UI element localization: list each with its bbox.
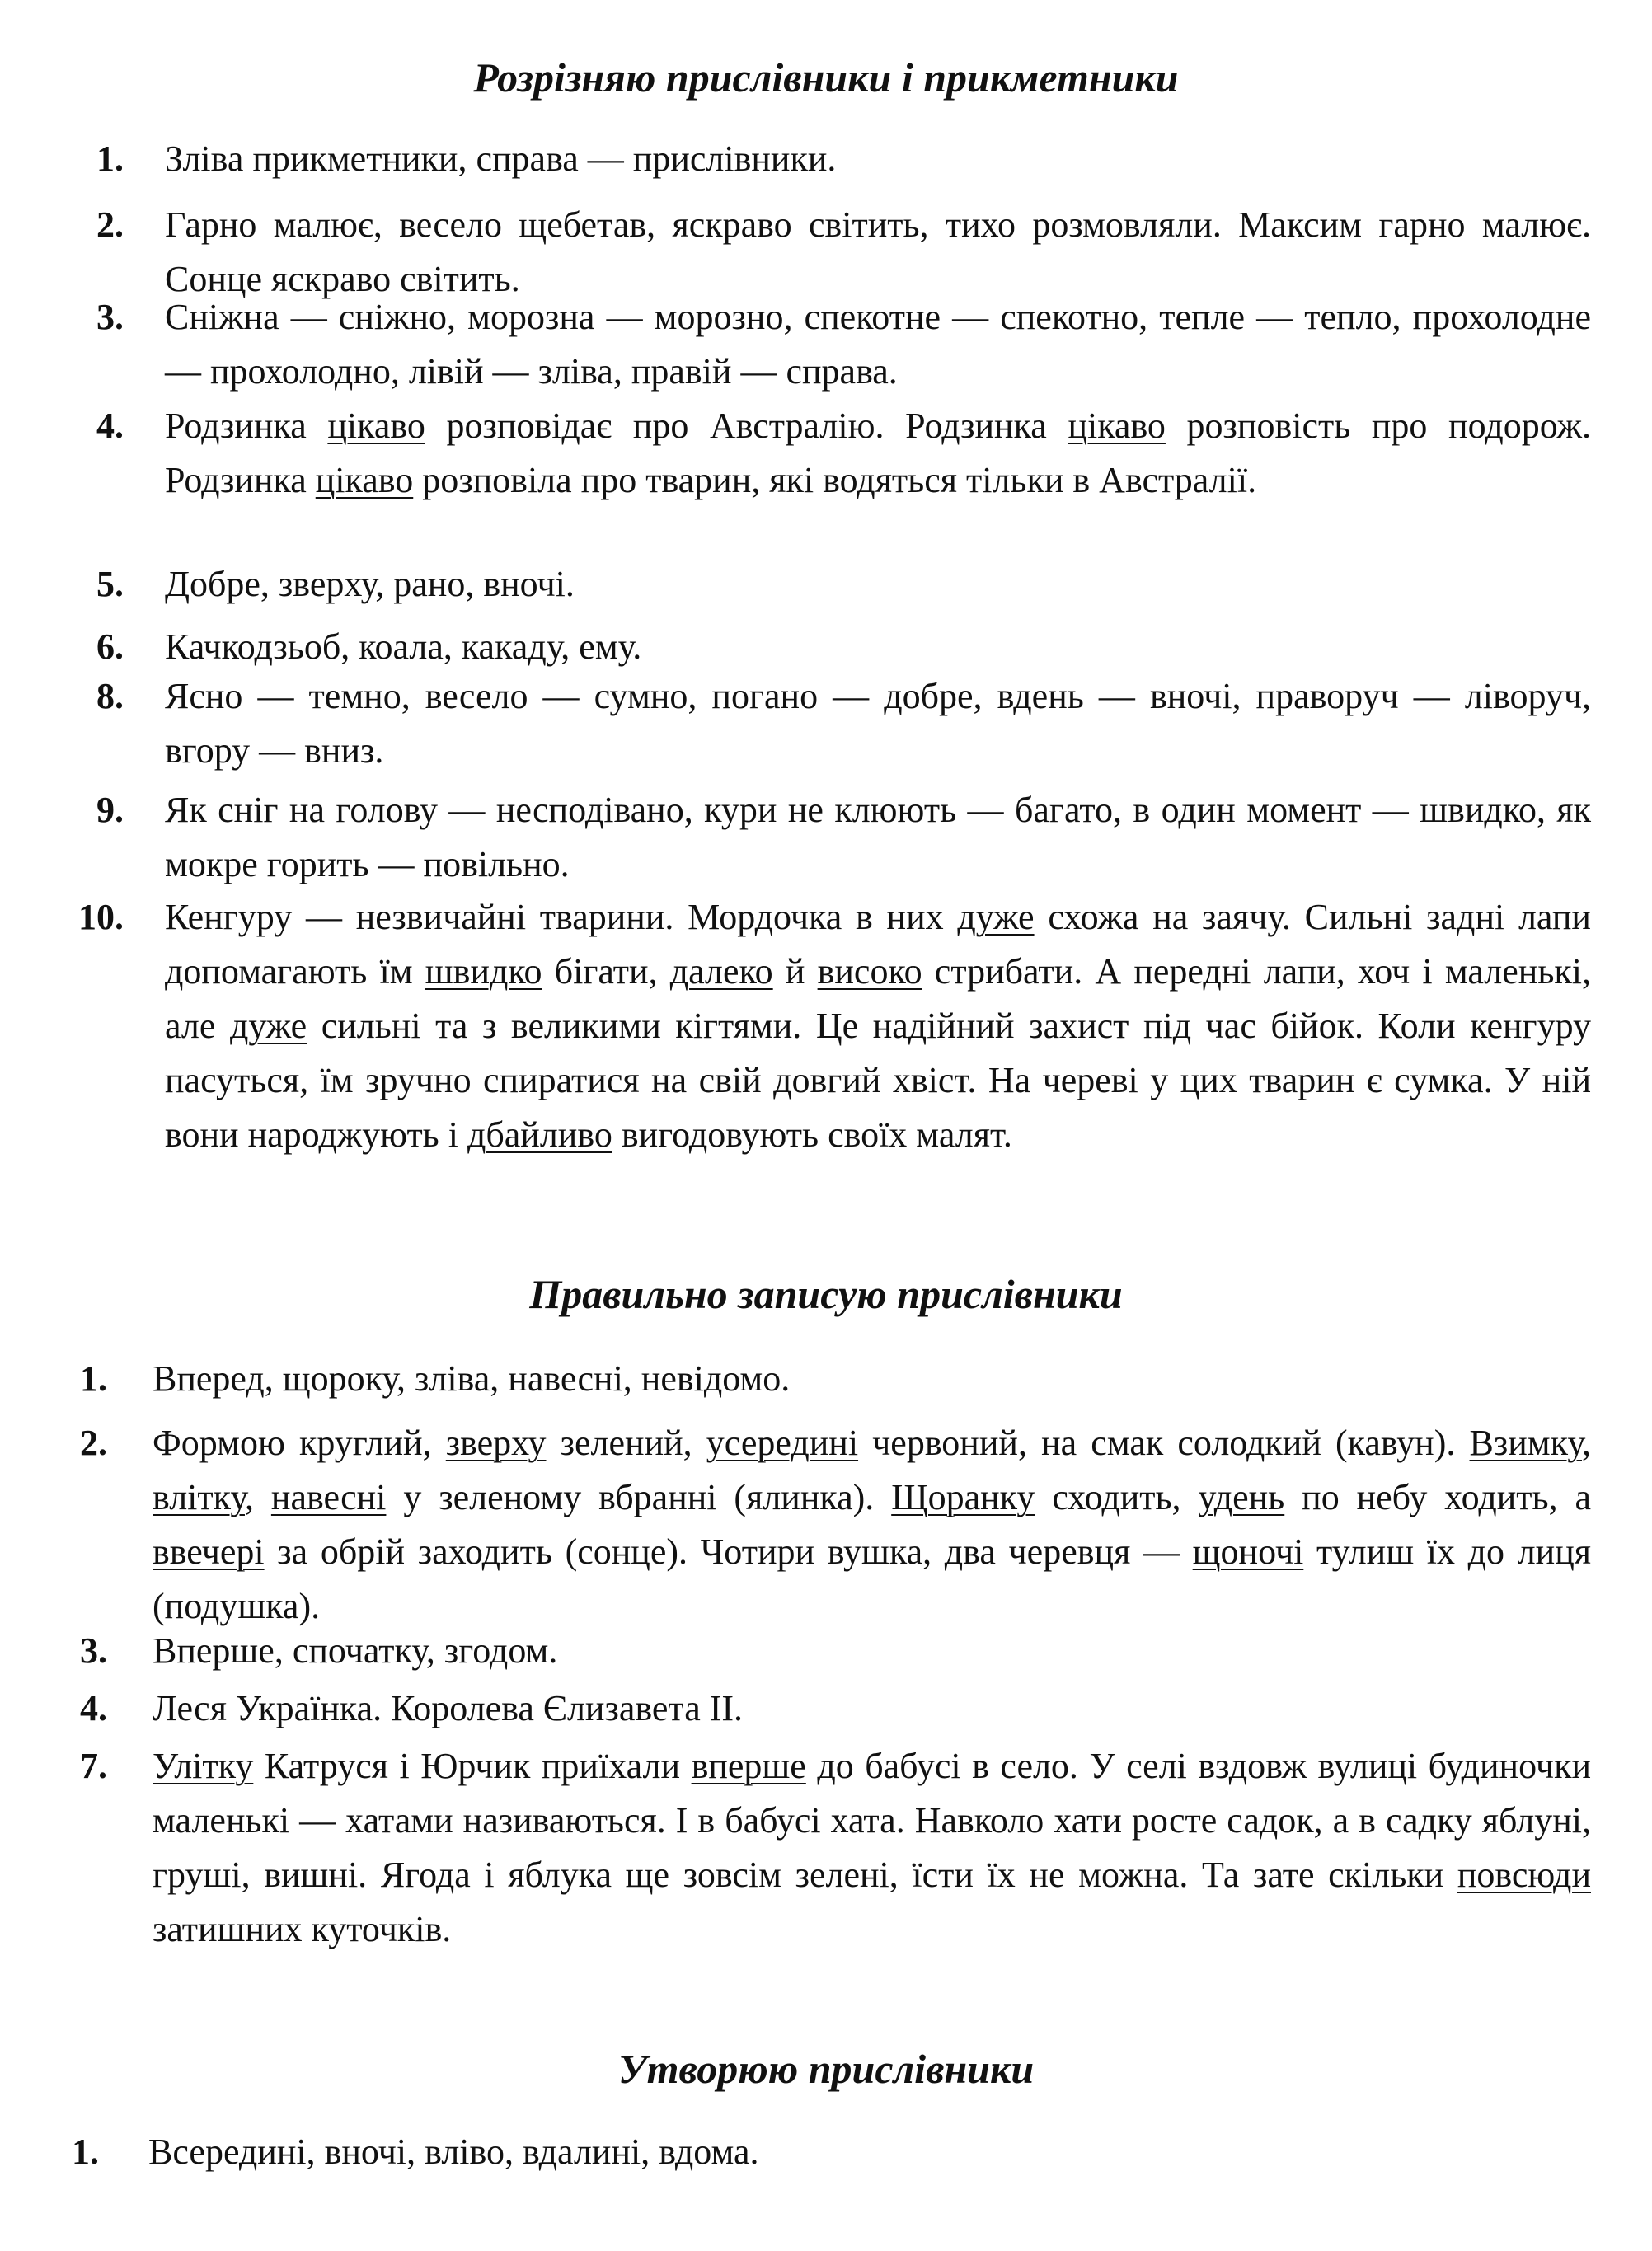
item-text: Улітку Катруся і Юрчик приїхали вперше до бабусі в село. У селі вздовж вулиці будиночки маленькі — хатами називаються. І в бабусі хата. Навколо хати росте садок, а в садку яблуні, груші, вишні. Ягода і яблука ще зовсім зелені, їсти їх не можна. Та зате скільки повсюди затишних куточків. bbox=[153, 1746, 1591, 1949]
underlined-word: цікаво bbox=[1068, 406, 1166, 446]
item-text: Качкодзьоб, коала, какаду, ему. bbox=[165, 626, 642, 667]
section-title: Розрізняю прислівники і прикметники bbox=[473, 54, 1179, 101]
underlined-word: Взимку bbox=[1469, 1423, 1582, 1463]
item-text: Вперше, спочатку, згодом. bbox=[153, 1630, 558, 1671]
item-text: Родзинка цікаво розповідає про Австралію. Родзинка цікаво розповість про подорож. Родзинка цікаво розповіла про тварин, які водяться тільки в Австралії. bbox=[165, 406, 1592, 500]
underlined-word: високо bbox=[817, 951, 922, 992]
underlined-word: вперше bbox=[691, 1746, 806, 1786]
item-number: 2. bbox=[80, 1423, 107, 1463]
underlined-word: Щоранку bbox=[891, 1477, 1035, 1517]
underlined-word: щоночі bbox=[1192, 1531, 1304, 1572]
item-number: 1. bbox=[96, 138, 124, 179]
item-number: 1. bbox=[80, 1358, 107, 1399]
item-number: 10. bbox=[78, 897, 124, 937]
item-text: Добре, зверху, рано, вночі. bbox=[165, 564, 575, 604]
item-number: 1. bbox=[72, 2131, 99, 2172]
underlined-word: повсюди bbox=[1457, 1855, 1591, 1895]
underlined-word: Улітку bbox=[153, 1746, 254, 1786]
item-number: 8. bbox=[96, 676, 124, 716]
underlined-word: удень bbox=[1198, 1477, 1285, 1517]
item-text: Ясно — темно, весело — сумно, погано — добре, вдень — вночі, праворуч — ліворуч, вгору — вниз. bbox=[165, 676, 1591, 771]
underlined-word: ввечері bbox=[153, 1531, 265, 1572]
item-text: Формою круглий, зверху зелений, усередині червоний, на смак солодкий (кавун). Взимку, влітку, навесні у зеленому вбранні (ялинка). Щоранку сходить, удень по небу ходить, а ввечері за обрій заходить (сонце). Чотири вушка, два черевця — щоночі тулиш їх до лиця (подушка). bbox=[153, 1423, 1592, 1626]
item-number: 5. bbox=[96, 564, 124, 604]
item-number: 3. bbox=[80, 1630, 107, 1671]
section-title: Утворюю прислівники bbox=[617, 2046, 1035, 2092]
item-number: 7. bbox=[80, 1746, 107, 1786]
underlined-word: дбайливо bbox=[467, 1114, 612, 1155]
underlined-word: влітку bbox=[153, 1477, 245, 1517]
item-number: 3. bbox=[96, 297, 124, 337]
item-text: Як сніг на голову — несподівано, кури не клюють — багато, в один момент — швидко, як мокре горить — повільно. bbox=[165, 790, 1591, 884]
item-number: 4. bbox=[96, 406, 124, 446]
underlined-word: навесні bbox=[270, 1477, 387, 1517]
item-number: 6. bbox=[96, 626, 124, 667]
underlined-word: дуже bbox=[229, 1006, 307, 1046]
underlined-word: далеко bbox=[669, 951, 773, 992]
item-number: 9. bbox=[96, 790, 124, 830]
item-text: Сніжна — сніжно, морозна — морозно, спекотне — спекотно, тепле — тепло, прохолодне — прохолодно, лівій — зліва, правій — справа. bbox=[165, 297, 1591, 392]
item-text: Вперед, щороку, зліва, навесні, невідомо. bbox=[153, 1358, 791, 1399]
underlined-word: усередині bbox=[706, 1423, 859, 1463]
underlined-word: цікаво bbox=[327, 406, 425, 446]
item-number: 2. bbox=[96, 204, 124, 245]
item-text: Зліва прикметники, справа — прислівники. bbox=[165, 138, 837, 179]
item-text: Кенгуру — незвичайні тварини. Мордочка в них дуже схожа на заячу. Сильні задні лапи допомагають їм швидко бігати, далеко й високо стрибати. А передні лапи, хоч і маленькі, але дуже сильні та з великими кігтями. Це надійний захист під час бійок. Коли кенгуру пасуться, їм зручно спиратися на свій довгий хвіст. На череві у цих тварин є сумка. У ній вони народжують і дбайливо вигодовують своїх малят. bbox=[165, 897, 1591, 1155]
underlined-word: дуже bbox=[957, 897, 1035, 937]
underlined-word: швидко bbox=[425, 951, 542, 992]
underlined-word: зверху bbox=[445, 1423, 547, 1463]
item-text: Всередині, вночі, вліво, вдалині, вдома. bbox=[148, 2131, 759, 2172]
section-title: Правильно записую прислівники bbox=[529, 1271, 1123, 1317]
item-number: 4. bbox=[80, 1688, 107, 1728]
underlined-word: цікаво bbox=[315, 460, 414, 500]
item-text: Леся Українка. Королева Єлизавета II. bbox=[153, 1688, 744, 1728]
item-text: Гарно малює, весело щебетав, яскраво світить, тихо розмовляли. Максим гарно малює. Сонце яскраво світить. bbox=[165, 204, 1591, 299]
